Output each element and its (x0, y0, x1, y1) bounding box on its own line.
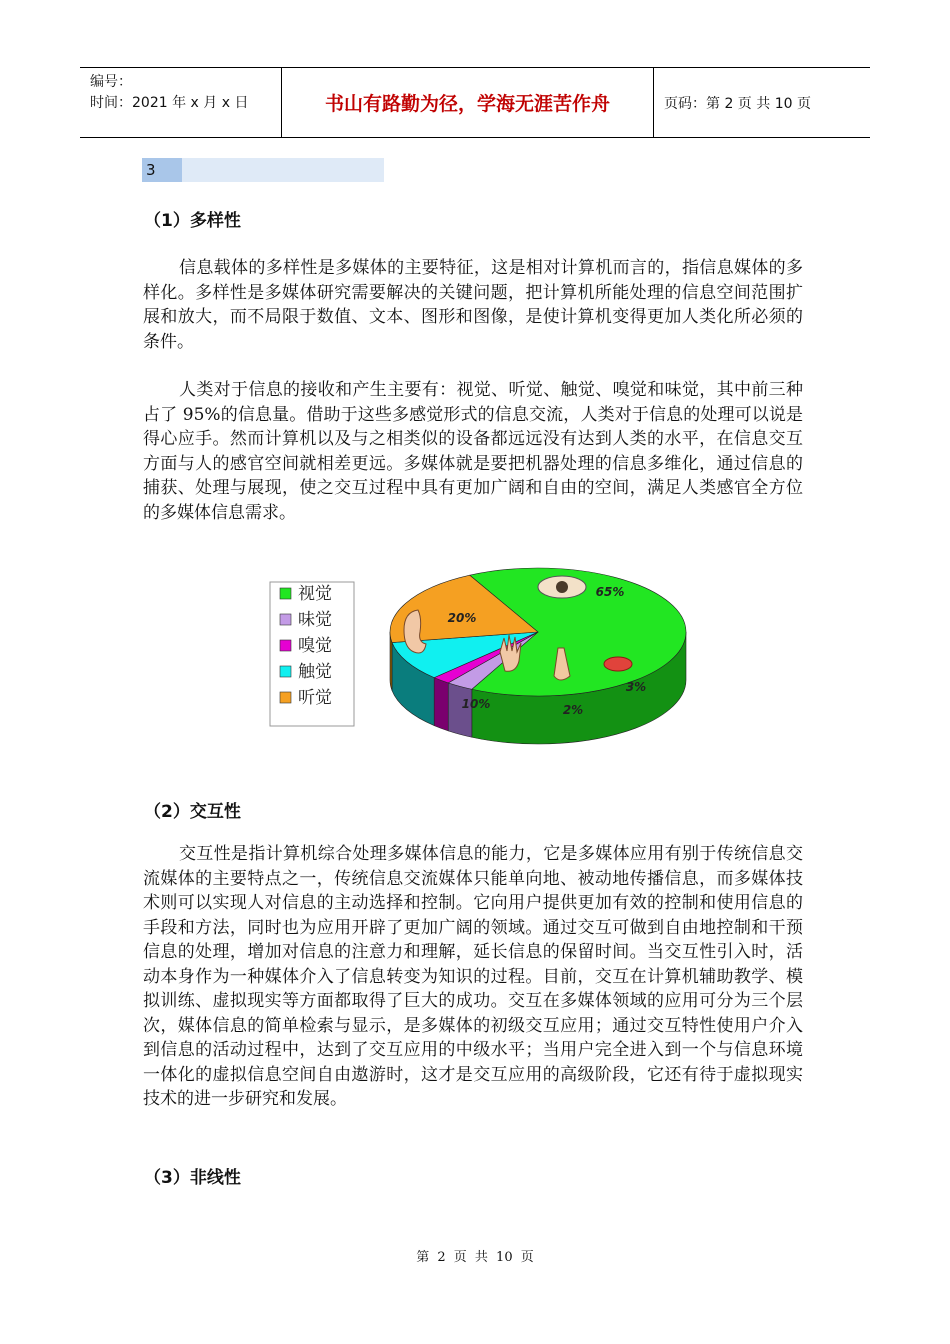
heading-nonlinearity: （3）非线性 (144, 1168, 241, 1188)
heading-diversity: （1）多样性 (144, 211, 241, 231)
legend-swatch-触觉 (280, 666, 291, 677)
section-number: 3 (142, 158, 182, 182)
legend-label-嗅觉: 嗅觉 (298, 636, 332, 656)
legend-label-听觉: 听觉 (298, 688, 332, 708)
pie-label: 20% (447, 611, 477, 625)
document-number-label: 编号： (90, 74, 132, 90)
pie-side-嗅觉 (434, 678, 448, 731)
legend-swatch-听觉 (280, 692, 291, 703)
header-table (80, 67, 870, 138)
section-number-bar (142, 158, 384, 182)
legend-swatch-嗅觉 (280, 640, 291, 651)
heading-interactivity: （2）交互性 (144, 802, 241, 822)
pie-label: 65% (595, 585, 625, 599)
header-page-label: 页码：第 2 页 共 10 页 (664, 95, 811, 112)
legend-label-视觉: 视觉 (298, 584, 332, 604)
pie-label: 2% (562, 703, 584, 717)
legend-swatch-视觉 (280, 588, 291, 599)
eye-pupil (556, 581, 568, 593)
page-footer: 第 2 页 共 10 页 (416, 1250, 534, 1265)
legend-label-触觉: 触觉 (298, 662, 332, 682)
paragraph-diversity: 信息载体的多样性是多媒体的主要特征，这是相对计算机而言的，指信息媒体的多样化。多样性是多媒体研究需要解决的关键问题，把计算机所能处理的信息空间范围扩展和放大，而不局限于数值、文本、图形和图像，是使计算机变得更加人类化所必须的条件。 (143, 258, 803, 352)
paragraph-senses: 人类对于信息的接收和产生主要有：视觉、听觉、触觉、嗅觉和味觉，其中前三种占了 95%的信息量。借助于这些多感觉形式的信息交流，人类对于信息的处理可以说是得心应手。然而计算机以及与之相类似的设备都远远没有达到人类的水平，在信息交互方面与人的感官空间就相差更远。多媒体就是要把机器处理的信息多维化，通过信息的捕获、处理与展现，使之交互过程中具有更加广阔和自由的空间，满足人类感官全方位的多媒体信息需求。 (143, 380, 803, 523)
legend-swatch-味觉 (280, 614, 291, 625)
header-motto: 书山有路勤为径，学海无涯苦作舟 (282, 68, 654, 137)
document-date-label: 时间：2021 年 x 月 x 日 (90, 95, 249, 111)
pie-body (390, 568, 686, 744)
lips-icon (604, 657, 632, 671)
header-left-cell (80, 68, 282, 137)
senses-pie-chart (268, 560, 688, 750)
paragraph-interactivity: 交互性是指计算机综合处理多媒体信息的能力，它是多媒体应用有别于传统信息交流媒体的主要特点之一，传统信息交流媒体只能单向地、被动地传播信息，而多媒体技术则可以实现人对信息的主动选择和控制。它向用户提供更加有效的控制和使用信息的手段和方法，同时也为应用开辟了更加广阔的领域。通过交互可做到自由地控制和干预信息的处理，增加对信息的注意力和理解，延长信息的保留时间。当交互性引入时，活动本身作为一种媒体介入了信息转变为知识的过程。目前，交互在计算机辅助教学、模拟训练、虚拟现实等方面都取得了巨大的成功。交互在多媒体领域的应用可分为三个层次，媒体信息的简单检索与显示，是多媒体的初级交互应用；通过交互特性使用户介入到信息的活动过程中，达到了交互应用的中级水平；当用户完全进入到一个与信息环境一体化的虚拟信息空间自由遨游时，这才是交互应用的高级阶段，它还有待于虚拟现实技术的进一步研究和发展。 (143, 844, 803, 1109)
pie-label: 3% (625, 680, 647, 694)
pie-label: 10% (461, 697, 491, 711)
legend-label-味觉: 味觉 (298, 610, 332, 630)
